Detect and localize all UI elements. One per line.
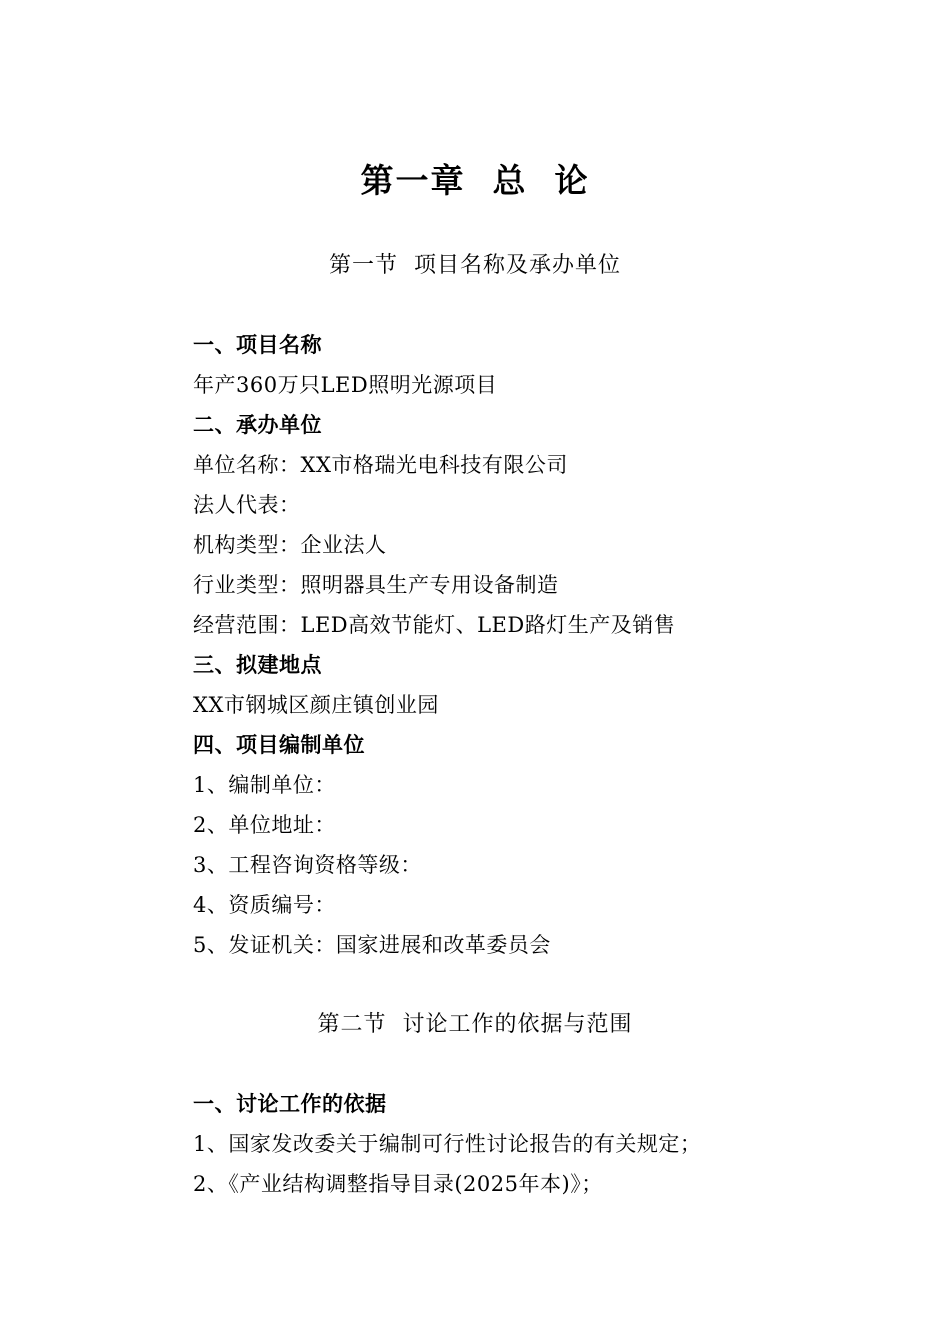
section-1-line: 3、工程咨询资格等级： bbox=[193, 853, 422, 877]
section-1-line: 四、项目编制单位 bbox=[193, 733, 365, 757]
section-1-line: XX市钢城区颜庄镇创业园 bbox=[193, 693, 439, 717]
section-1-line: 经营范围：LED高效节能灯、LED路灯生产及销售 bbox=[193, 613, 676, 637]
section-1-line: 二、承办单位 bbox=[193, 413, 322, 437]
section-2-line: 一、讨论工作的依据 bbox=[193, 1092, 387, 1116]
section-1-line: 5、发证机关：国家进展和改革委员会 bbox=[193, 933, 551, 957]
section-1-title: 第一节 项目名称及承办单位 bbox=[329, 253, 621, 278]
section-1-line: 年产360万只LED照明光源项目 bbox=[193, 373, 498, 397]
section-1-line: 三、拟建地点 bbox=[193, 653, 322, 677]
section-1-line: 1、编制单位： bbox=[193, 773, 336, 797]
section-1-line: 法人代表： bbox=[193, 493, 301, 517]
chapter-title: 第一章 总 论 bbox=[360, 161, 590, 200]
section-1-line: 2、单位地址： bbox=[193, 813, 336, 837]
section-1-line: 一、项目名称 bbox=[193, 333, 322, 357]
section-1-line: 机构类型：企业法人 bbox=[193, 533, 387, 557]
section-2-line: 1、国家发改委关于编制可行性讨论报告的有关规定； bbox=[193, 1132, 702, 1156]
section-2-line: 2、《产业结构调整指导目录(2025年本)》； bbox=[193, 1172, 603, 1196]
section-1-line: 单位名称：XX市格瑞光电科技有限公司 bbox=[193, 453, 568, 477]
section-1-body bbox=[193, 325, 893, 965]
section-1-line: 4、资质编号： bbox=[193, 893, 336, 917]
section-2-title: 第二节 讨论工作的依据与范围 bbox=[317, 1012, 633, 1037]
section-1-line: 行业类型：照明器具生产专用设备制造 bbox=[193, 573, 559, 597]
section-2-body bbox=[193, 1084, 893, 1204]
